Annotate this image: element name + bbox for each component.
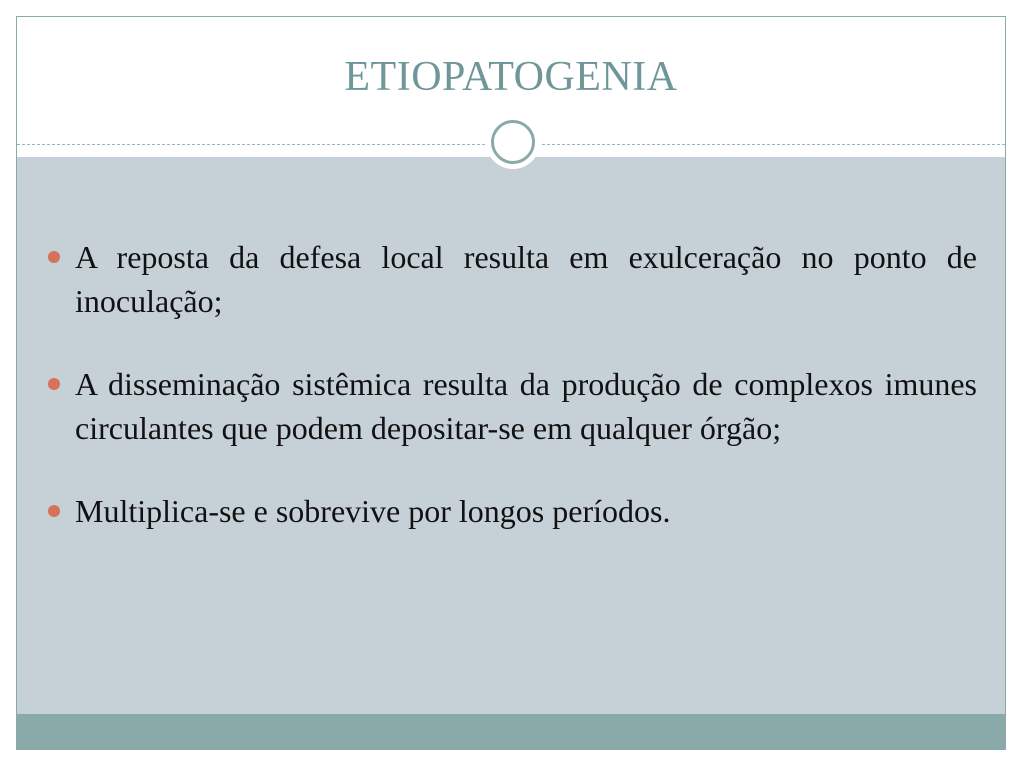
footer-bar <box>17 714 1005 749</box>
bullet-list <box>47 235 977 572</box>
slide <box>16 16 1006 750</box>
bullet-dot-icon <box>48 378 60 390</box>
bullet-text: A reposta da defesa local resulta em exulceração no ponto de inoculação; <box>75 239 977 319</box>
bullet-text: A disseminação sistêmica resulta da produção de complexos imunes circulantes que podem depositar-se em qualquer órgão; <box>75 366 977 446</box>
bullet-dot-icon <box>48 251 60 263</box>
bullet-dot-icon <box>48 505 60 517</box>
bullet-item <box>47 489 977 533</box>
ornament-ring <box>491 120 535 164</box>
bullet-item <box>47 362 977 450</box>
slide-title: ETIOPATOGENIA <box>344 54 678 100</box>
circle-ornament-icon <box>486 115 540 169</box>
bullet-text: Multiplica-se e sobrevive por longos períodos. <box>75 493 671 529</box>
bullet-item <box>47 235 977 323</box>
